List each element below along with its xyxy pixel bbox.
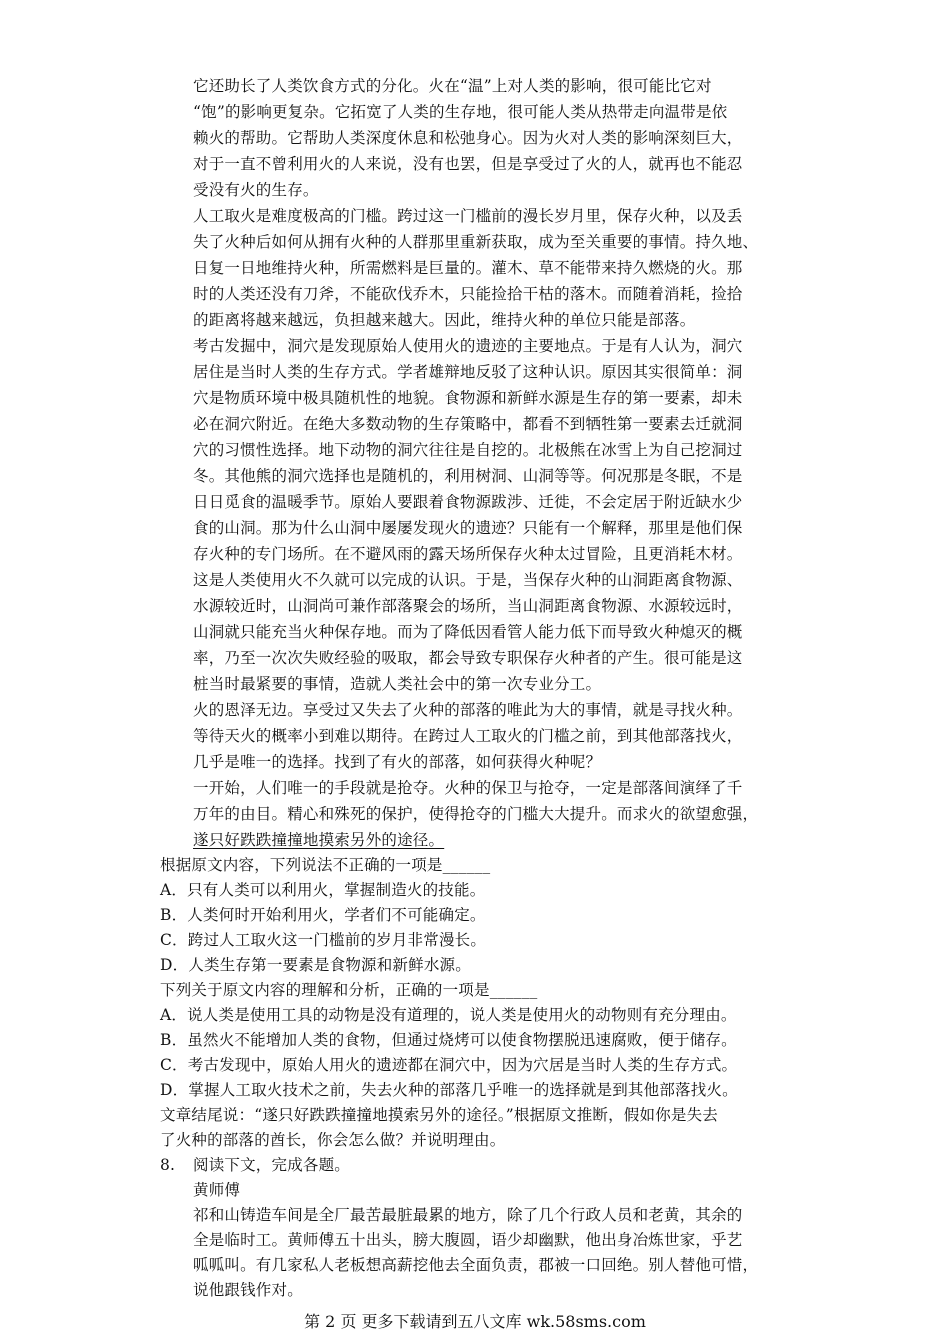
story-line: 全是临时工。黄师傅五十出头，膀大腹圆，语少却幽默，他出身冶炼世家，乎艺 (193, 1231, 743, 1249)
passage-line: 它还助长了人类饮食方式的分化。火在“温”上对人类的影响，很可能比它对 (193, 77, 712, 95)
passage-line: “饱”的影响更复杂。它拓宽了人类的生存地，很可能人类从热带走向温带是依 (193, 103, 728, 121)
passage-line: 率，乃至一次次失败经验的吸取，都会导致专职保存火种者的产生。很可能是这 (193, 649, 743, 667)
passage-line: 桩当时最紧要的事情，造就人类社会中的第一次专业分工。 (193, 675, 602, 693)
passage-line: 日复一日地维持火种，所需燃料是巨量的。灌木、草不能带来持久燃烧的火。那 (193, 259, 743, 277)
question-1-stem: 根据原文内容，下列说法不正确的一项是______ (160, 856, 491, 874)
passage-line: 穴是物质环境中极具随机性的地貌。食物源和新鲜水源是生存的第一要素，却未 (193, 389, 743, 407)
underlined-sentence: 遂只好跌跌撞撞地摸索另外的途径。 (193, 831, 445, 849)
passage-line: 对于一直不曾利用火的人来说，没有也罢，但是享受过了火的人，就再也不能忍 (193, 155, 743, 173)
question-3-line: 了火种的部落的酋长，你会怎么做？并说明理由。 (160, 1131, 506, 1149)
section-8-instruction: 阅读下文，完成各题。 (193, 1156, 351, 1174)
passage-line: 受没有火的生存。 (193, 181, 319, 199)
passage-line: 这是人类使用火不久就可以完成的认识。于是，当保存火种的山洞距离食物源、 (193, 571, 743, 589)
section-8-number: 8. (160, 1156, 176, 1174)
passage-line: 失了火种后如何从拥有火种的人群那里重新获取，成为至关重要的事情。持久地、 (193, 233, 759, 251)
story-line: 祁和山铸造车间是全厂最苦最脏最累的地方，除了几个行政人员和老黄，其余的 (193, 1206, 743, 1224)
story-title: 黄师傅 (193, 1181, 241, 1199)
passage-line: 山洞就只能充当火种保存地。而为了降低因看管人能力低下而导致火种熄灭的概 (193, 623, 743, 641)
passage-line: 等待天火的概率小到难以期待。在跨过人工取火的门槛之前，到其他部落找火， (193, 727, 743, 745)
passage-line: 存火种的专门场所。在不避风雨的露天场所保存火种太过冒险，且更消耗木材。 (193, 545, 743, 563)
passage-line: 万年的由目。精心和殊死的保护，使得抢夺的门槛大大提升。而求火的欲望愈强， (193, 805, 759, 823)
question-1-option-b: B．人类何时开始利用火，学者们不可能确定。 (160, 906, 486, 924)
passage-line: 时的人类还没有刀斧，不能砍伐乔木，只能捡拾干枯的落木。而随着消耗，捡拾 (193, 285, 743, 303)
passage-line: 考古发掘中，洞穴是发现原始人使用火的遗迹的主要地点。于是有人认为，洞穴 (193, 337, 743, 355)
passage-line: 一开始，人们唯一的手段就是抢夺。火种的保卫与抢夺，一定是部落间演绎了千 (193, 779, 743, 797)
passage-line: 赖火的帮助。它帮助人类深度休息和松弛身心。因为火对人类的影响深刻巨大， (193, 129, 743, 147)
question-2-stem: 下列关于原文内容的理解和分析，正确的一项是______ (160, 981, 538, 999)
passage-line: 人工取火是难度极高的门槛。跨过这一门槛前的漫长岁月里，保存火种，以及丢 (193, 207, 743, 225)
question-2-option-d: D．掌握人工取火技术之前，失去火种的部落几乎唯一的选择就是到其他部落找火。 (160, 1081, 738, 1099)
question-3-line: 文章结尾说：“遂只好跌跌撞撞地摸索另外的途径。”根据原文推断，假如你是失去 (160, 1106, 719, 1124)
story-line: 说他跟钱作对。 (193, 1281, 303, 1299)
passage-line: 水源较近时，山洞尚可兼作部落聚会的场所，当山洞距离食物源、水源较远时， (193, 597, 743, 615)
story-line: 呱呱叫。有几家私人老板想高薪挖他去全面负责，郡被一口回绝。别人替他可惜， (193, 1256, 759, 1274)
passage-line: 的距离将越来越远，负担越来越大。因此，维持火种的单位只能是部落。 (193, 311, 696, 329)
passage-line: 必在洞穴附近。在绝大多数动物的生存策略中，都看不到牺牲第一要素去迁就洞 (193, 415, 743, 433)
question-1-option-d: D．人类生存第一要素是食物源和新鲜水源。 (160, 956, 471, 974)
passage-line: 火的恩泽无边。享受过又失去了火种的部落的唯此为大的事情，就是寻找火种。 (193, 701, 743, 719)
passage-line: 居住是当时人类的生存方式。学者雄辩地反驳了这种认识。原因其实很简单：洞 (193, 363, 743, 381)
page-footer: 第 2 页 更多下载请到五八文库 wk.58sms.com (304, 1312, 646, 1331)
question-1-option-a: A．只有人类可以利用火，掌握制造火的技能。 (160, 881, 486, 899)
passage-line: 几乎是唯一的选择。找到了有火的部落，如何获得火种呢？ (193, 753, 602, 771)
passage-line: 冬。其他熊的洞穴选择也是随机的，利用树洞、山洞等等。何况那是冬眠，不是 (193, 467, 743, 485)
question-1-option-c: C．跨过人工取火这一门槛前的岁月非常漫长。 (160, 931, 487, 949)
question-2-option-b: B．虽然火不能增加人类的食物，但通过烧烤可以使食物摆脱迅速腐败，便于储存。 (160, 1031, 737, 1049)
passage-line: 穴的习惯性选择。地下动物的洞穴往往是自挖的。北极熊在冰雪上为自己挖洞过 (193, 441, 743, 459)
passage-line: 日日觅食的温暖季节。原始人要跟着食物源跋涉、迁徙，不会定居于附近缺水少 (193, 493, 743, 511)
question-2-option-c: C．考古发现中，原始人用火的遗迹都在洞穴中，因为穴居是当时人类的生存方式。 (160, 1056, 738, 1074)
passage-line: 食的山洞。那为什么山洞中屡屡发现火的遗迹？只能有一个解释，那里是他们保 (193, 519, 743, 537)
question-2-option-a: A．说人类是使用工具的动物是没有道理的，说人类是使用火的动物则有充分理由。 (160, 1006, 737, 1024)
